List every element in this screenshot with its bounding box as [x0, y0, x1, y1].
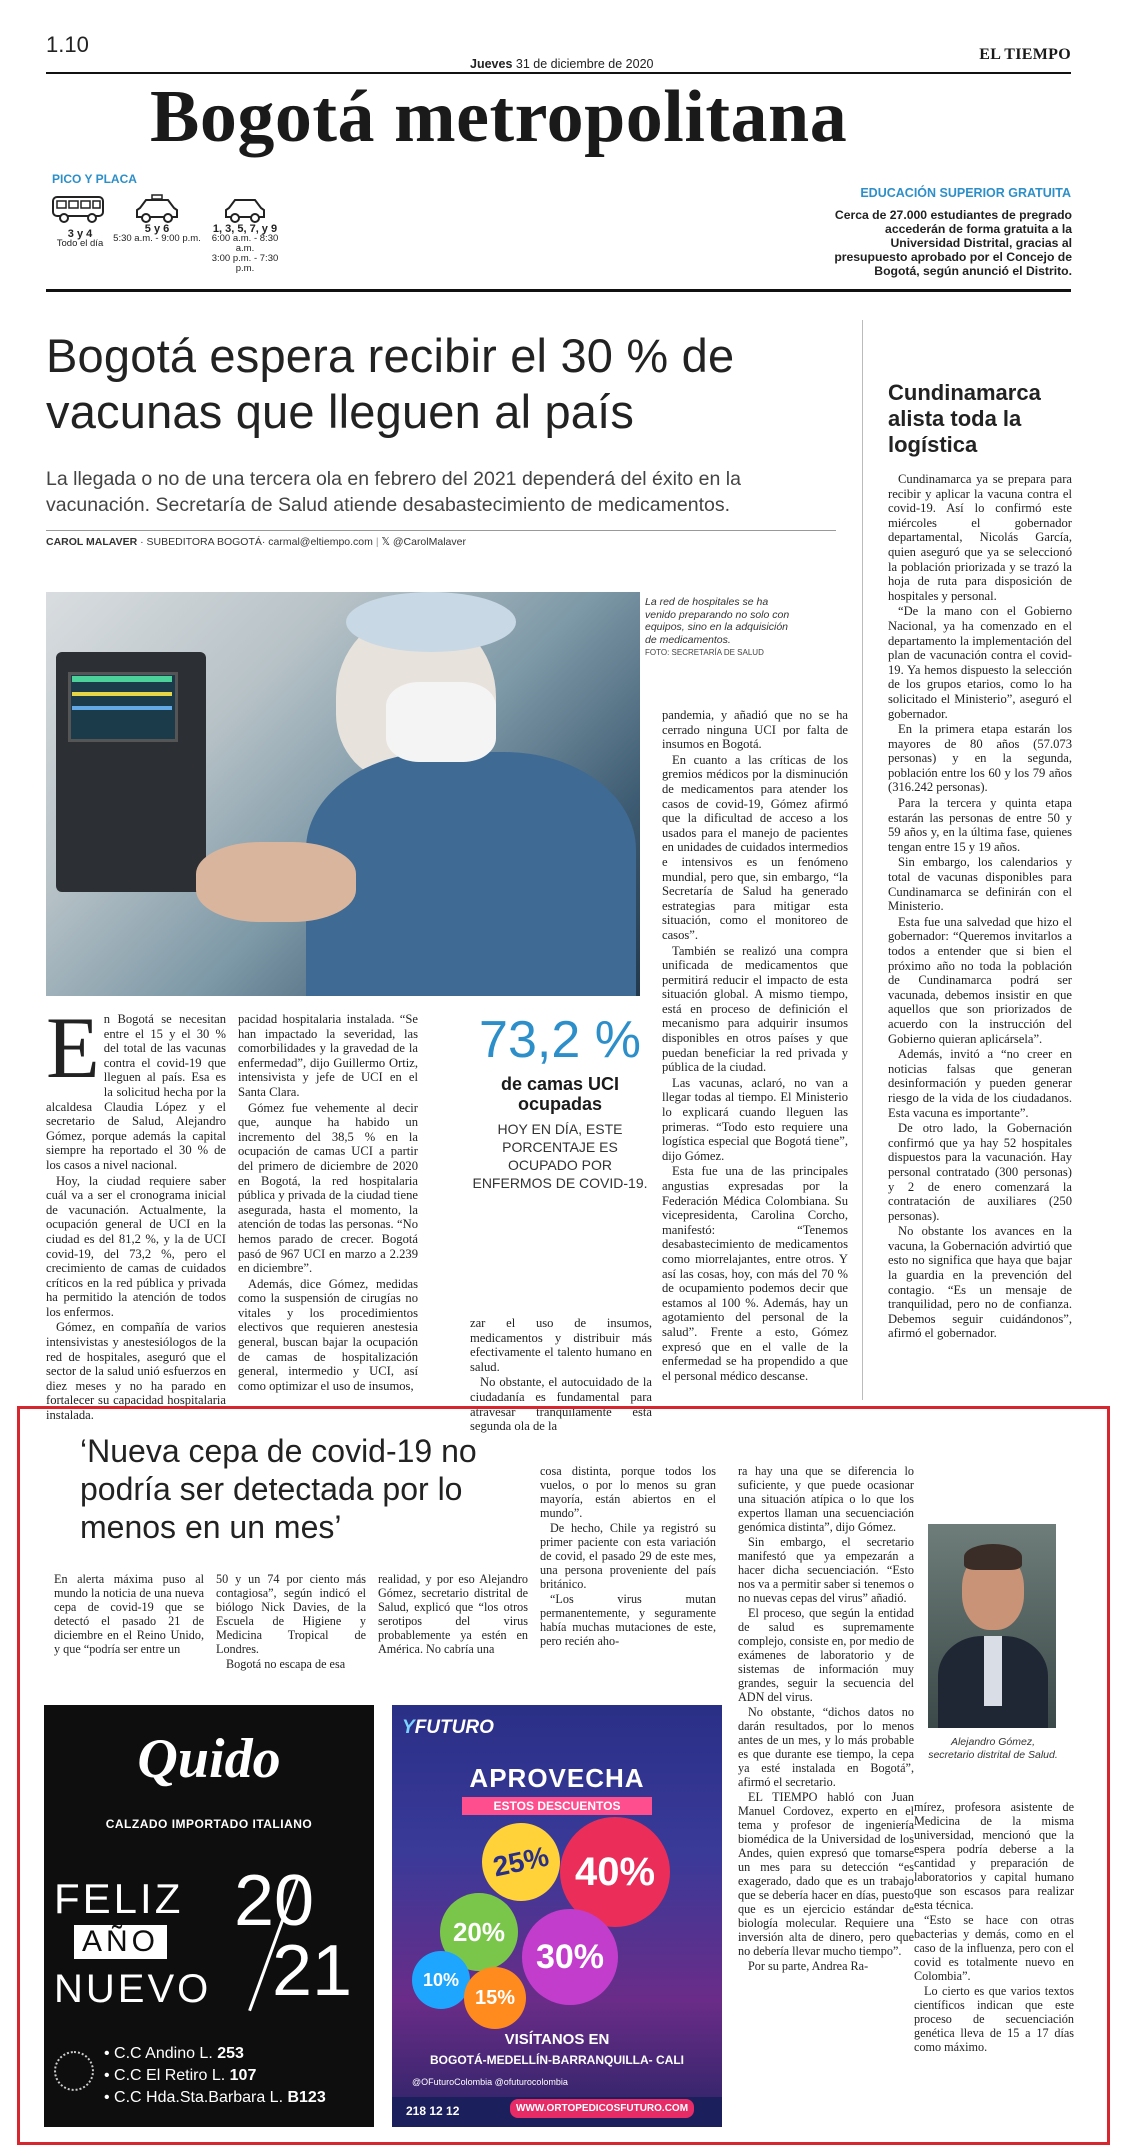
quido-greeting-2: AÑO	[74, 1925, 167, 1959]
quido-year-bottom: 21	[272, 1931, 353, 2011]
futuro-logo: YFUTURO	[402, 1717, 494, 1738]
quido-greeting-1: FELIZ	[54, 1875, 184, 1922]
second-col-5-p6: Por su parte, Andrea Ra-	[748, 1959, 869, 1973]
pico-car-numbers: 1, 3, 5, 7, y 9	[212, 223, 278, 235]
main-col-2-p3: Además, dice Gómez, medidas como la suspensión de cirugías no vitales y los procedimientos electivos que requieren anestesia general, buscan bajar la ocupación de camas de hospitalización general, intermedio y UCI, así como optimizar el uso de insumos,	[238, 1276, 418, 1393]
main-col-4-p2: En cuanto a las críticas de los gremios médicos por la disminución de medicamentos para atender los casos de covid-19, Gómez afirmó que la dificultad de acceso a los usados para el manejo de pacientes en unidades de cuidados intermedios e intensivos es un fenómeno mundial, pero que, sin embargo, “la Secretaría de Salud ha generado estrategias para mitigar esta situación, como el monitoreo de casos”.	[662, 752, 848, 942]
second-col-5-p2: Sin embargo, el secretario manifestó que ya empezarán a hacer dicha secuenciación. “Esto nos va a permitir saber si tenemos o no nuevas cepas del virus” añadió.	[738, 1535, 914, 1605]
byline: CAROL MALAVER · SUBEDITORA BOGOTÁ· carmal@eltiempo.com | 𝕏 @CarolMalaver	[46, 536, 466, 548]
portrait-caption: Alejandro Gómez, secretario distrital de Salud.	[928, 1736, 1058, 1761]
main-col-4-p3: También se realizó una compra unificada de medicamentos que permitirá reducir el impacto de esta situación global. A mismo tiempo, está en proceso de definición el mecanismo para adquirir insumos disponibles en otros países y que puedan beneficiar la red privada y pública de la ciudad.	[662, 943, 848, 1075]
main-col-1-p3: Gómez, en compañía de varios intensivistas y anestesiólogos de la red de hospitales, aseguró que el sector de la salud unió esfuerzos en diez meses y no ha parado en fortalecer su capacidad hospitalaria instalada.	[46, 1320, 226, 1423]
second-col-2	[216, 1572, 366, 1672]
twitter-icon: 𝕏	[381, 536, 390, 548]
quido-logo: Quido	[137, 1728, 281, 1790]
main-col-4-p1: pandemia, y añadió que no se ha cerrado ninguna UCI por falta de insumos en Bogotá.	[662, 708, 848, 752]
main-col-3-p1: zar el uso de insumos, medicamentos y distribuir más efectivamente el talento humano en salud.	[470, 1316, 652, 1374]
stat-value: 73,2 %	[479, 1011, 641, 1069]
futuro-ad[interactable]	[392, 1705, 722, 2127]
education-text: Cerca de 27.000 estudiantes de pregrado accederán de forma gratuita a la Universidad Distrital, gracias al presupuesto aprobado por el Concejo de Bogotá, según anunció el Distrito.	[834, 208, 1072, 278]
second-col-2-p1: 50 y un 74 por ciento más contagiosa”, según indicó el biólogo Nick Davies, de la Escuela de Higiene y Medicina Tropical de Londres.	[216, 1572, 366, 1656]
header-rule-bottom	[46, 289, 1071, 292]
second-col-4	[540, 1464, 716, 1649]
pico-taxi-hours: 5:30 a.m. - 9:00 p.m.	[113, 233, 201, 244]
date-day: Jueves	[470, 57, 513, 71]
second-headline: ‘Nueva cepa de covid-19 no podría ser detectada por lo menos en un mes’	[80, 1433, 477, 1545]
sidebar-divider	[862, 320, 863, 1400]
twitter-handle: @CarolMalaver	[392, 536, 466, 548]
stat-label: de camas UCI ocupadas	[500, 1074, 620, 1114]
stat-text: HOY EN DÍA, ESTE PORCENTAJE ES OCUPADO POR ENFERMOS DE COVID-19.	[472, 1121, 648, 1191]
main-col-1-p2: Hoy, la ciudad requiere saber cuál va a ser el cronograma inicial de vacunación. Actualmente, la ocupación general de UCI en la ciudad es del 81,2 %, y la de UCI covid-19, del 73,2 %, pero el crecimiento de camas de cuidados críticos en la red pública y privada ha permitido la atención de todos los enfermos.	[46, 1173, 226, 1319]
date-line	[470, 57, 654, 71]
section-title: Bogotá metropolitana	[150, 76, 848, 158]
pico-taxi-numbers: 5 y 6	[144, 223, 170, 235]
discount-25: 25%	[475, 1816, 568, 1909]
main-col-2-p1: pacidad hospitalaria instalada. “Se han impactado la severidad, las comorbilidades y la gravedad de la enfermedad”, dijo Guillermo Ortiz, intensivista y jefe de UCI en el Santa Clara.	[238, 1012, 418, 1099]
pico-placa-taxi	[112, 194, 202, 244]
page-number: 1.10	[46, 32, 89, 57]
second-col-5-p1: ra hay una que se diferencia lo suficiente, y que puede ocasionar una situación atípica o lo que los expertos llaman una secuenciación genómica distinta”, dijo Gómez.	[738, 1464, 914, 1534]
bus-icon	[50, 194, 108, 224]
pico-placa-title: PICO Y PLACA	[52, 172, 137, 186]
second-col-6-p3: Lo cierto es que varios textos científicos indican que este proceso de secuenciación genética lleva de 15 a 17 días como máximo.	[914, 1984, 1074, 2054]
sidebar-p8: De otro lado, la Gobernación confirmó que ya hay 52 hospitales dispuestos para la vacunación. Hay personal contratado (300 personas) y 2 de enero comenzará la contratación de auxiliares (250 personas).	[888, 1121, 1072, 1223]
quido-year-top: 20	[234, 1861, 315, 1941]
pico-car-hours2: 3:00 p.m. - 7:30 p.m.	[211, 253, 279, 274]
sidebar-p3: En la primera etapa estarán los mayores de 80 años (57.073 personas) y en la segunda, población entre los 60 y los 79 años (316.242 personas).	[888, 722, 1072, 795]
second-col-3-p1: realidad, y por eso Alejandro Gómez, secretario distrital de Salud, explicó que “los otros serotipos del virus probablemente ya estén en América. No cabría una	[378, 1572, 528, 1656]
discount-10: 10%	[412, 1951, 470, 2009]
futuro-web[interactable]: WWW.ORTOPEDICOSFUTURO.COM	[510, 2099, 694, 2118]
header-rule-top	[46, 72, 1071, 74]
second-col-5-p3: El proceso, que según la entidad de salud es supremamente complejo, consiste en, por medio de exámenes de laboratorio y de sistemas de información muy grandes, seguir la secuencia del ADN del virus.	[738, 1606, 914, 1704]
second-col-1-p1: En alerta máxima puso al mundo la noticia de una nueva cepa de covid-19 que se detectó el pasado 21 de diciembre en el Reino Unido, y que “podría ser entre un	[54, 1572, 204, 1656]
discount-15: 15%	[464, 1967, 526, 2029]
sidebar-p1: Cundinamarca ya se prepara para recibir y aplicar la vacuna contra el covid-19. Así lo confirmó este miércoles el gobernador departamental, Nicolás García, quien aseguró que ya se seleccionó la población priorizada y se trazó la hoja de ruta para disposición de hospitales y personal.	[888, 472, 1072, 603]
second-col-4-p3: “Los virus mutan permanentemente, y seguramente había muchas mutaciones de este, pero recién aho-	[540, 1592, 716, 1648]
second-col-2-p2: Bogotá no escapa de esa	[226, 1657, 346, 1671]
second-col-1	[54, 1572, 204, 1657]
futuro-phone[interactable]: 218 12 12	[406, 2104, 460, 2118]
byline-role: · SUBEDITORA BOGOTÁ· carmal@eltiempo.com	[140, 536, 373, 548]
pico-placa-bus	[50, 194, 110, 249]
car-icon	[224, 194, 266, 224]
main-col-4-p5: Esta fue una de las principales angustias expresadas por la Federación Médica Colombiana. Su vicepresidenta, Carolina Corcho, manifestó: “Tenemos desabastecimiento de medicamentos como miorrelajantes, entre otros. Y así las cosas, hoy, con más del 70 % de ocupamiento podemos decir que estamos al 100 %. Además, hay un agotamiento del personal de la salud”. Frente a esto, Gómez expresó que en el valle de la enfermedad se ha propendido a que el personal médico descanse.	[662, 1164, 848, 1383]
quido-greeting-3: NUEVO	[54, 1967, 212, 2011]
photo-caption: La red de hospitales se ha venido preparando no solo con equipos, sino en la adquisición de medicamentos.	[645, 596, 790, 646]
main-col-2-p2: Gómez fue vehemente al decir que, aunque ha habido un incremento del 38,5 % en la ocupación de camas UCI a partir del primero de diciembre de 2020 en Bogotá, la red hospitalaria pública y privada de la ciudad tiene asegurada, hasta el momento, la atención de todas las personas. “No hemos parado de crecer. Bogotá pasó de 967 UCI en marzo a 2.239 en diciembre”.	[238, 1100, 418, 1276]
firework-icon	[54, 2051, 94, 2091]
discount-30: 30%	[522, 1909, 618, 2005]
sidebar-p5: Sin embargo, los calendarios y total de vacunas disponibles para Cundinamarca se definirán con el Ministerio.	[888, 855, 1072, 914]
sidebar-p6: Esta fue una salvedad que hizo el gobernador: “Queremos invitarlos a todos a entender que si bien el próximo año no toda la población de Cundinamarca podrá ser vacunada, debemos insistir en que aquellos que son priorizados de acuerdo con la instrucción del Gobierno quieran aplicársela”.	[888, 914, 1072, 1046]
second-col-5-p5: EL TIEMPO habló con Juan Manuel Cordovez, experto en el tema y profesor de ingeniería biomédica de la Universidad de los Andes, quien expresó que tomarse un mes para su detección “es exagerado, dado que es un trabajo que se debería hacer en días, puesto que es un ejercicio estándar de biología molecular. Requiere una inversión alta de dinero, pero que no debería llevar mucho tiempo”.	[738, 1790, 914, 1958]
main-col-2	[238, 1012, 418, 1394]
photo-credit: FOTO: SECRETARÍA DE SALUD	[645, 648, 764, 657]
second-col-4-p1: cosa distinta, porque todos los vuelos, o por lo menos su gran mayoría, están abiertos en el mundo”.	[540, 1464, 716, 1520]
main-col-3-p2: No obstante, el autocuidado de la ciudadanía es fundamental para atravesar tranquilamente esta segunda ola de la	[470, 1375, 652, 1434]
second-col-6-p2: “Esto se hace con otras bacterias y demás, como en el caso de la influenza, pero con el covid es totalmente nuevo en Colombia”.	[914, 1913, 1074, 1983]
futuro-subhead: ESTOS DESCUENTOS	[462, 1797, 652, 1815]
futuro-headline: APROVECHA	[469, 1763, 645, 1793]
futuro-cities: BOGOTÁ-MEDELLÍN-BARRANQUILLA- CALI	[430, 2053, 684, 2067]
quido-tagline: CALZADO IMPORTADO ITALIANO	[105, 1817, 313, 1831]
second-col-5	[738, 1464, 914, 1974]
sidebar-p9: No obstante los avances en la vacuna, la Gobernación advirtió que esto no significa que haya que bajar la guardia en la prevención del contagio. “Es un mensaje de tranquilidad, pero no de confianza. Debemos seguir cuidándonos”, afirmó el gobernador.	[888, 1224, 1072, 1341]
byline-author: CAROL MALAVER	[46, 536, 138, 548]
quido-store-2: • C.C El Retiro L. 107	[104, 2067, 257, 2084]
discount-40: 40%	[560, 1817, 670, 1927]
main-col-4-p4: Las vacunas, aclaró, no van a llegar todas al tiempo. El Ministerio lo explicará cuando lleguen las primeras. “Todo esto requiere una logística especial que Bogotá tiene”, dijo Gómez.	[662, 1075, 848, 1163]
pico-bus-numbers: 3 y 4	[67, 228, 93, 240]
second-col-5-p4: No obstante, “dichos datos no darán resultados, por lo menos antes de un mes, y lo más probable es que durante ese tiempo, la cepa ya esté instalada en Bogotá”, afirmó el secretario.	[738, 1705, 914, 1789]
main-headline: Bogotá espera recibir el 30 % de vacunas que lleguen al país	[46, 329, 735, 438]
main-deck: La llegada o no de una tercera ola en febrero del 2021 dependerá del éxito en la vacunación. Secretaría de Salud atiende desabastecimiento de medicamentos.	[46, 468, 741, 516]
quido-store-1: • C.C Andino L. 253	[104, 2045, 244, 2062]
sidebar-headline: Cundinamarca alista toda la logística	[888, 380, 1041, 457]
discount-20: 20%	[440, 1893, 518, 1971]
date-rest: 31 de diciembre de 2020	[515, 57, 654, 71]
second-col-6-p1: mírez, profesora asistente de Medicina de la misma universidad, mencionó que la espera podría deberse a la cantidad y preparación de laboratorios y capital humano que son escasos para realizar esta técnica.	[914, 1800, 1074, 1912]
quido-stores	[104, 2043, 326, 2109]
masthead: EL TIEMPO	[979, 46, 1071, 63]
education-title: EDUCACIÓN SUPERIOR GRATUITA	[860, 186, 1071, 200]
sidebar-p7: Además, invitó a “no creer en noticias falsas que generan desinformación y pueden generar riesgo de la vida de los ciudadanos. Esta vacuna es importante”.	[888, 1047, 1072, 1120]
second-col-6	[914, 1800, 1074, 2055]
main-col-1	[46, 1000, 226, 1424]
pico-placa-car	[202, 194, 288, 274]
dropcap: E	[46, 1000, 100, 1097]
portrait-photo	[928, 1524, 1056, 1728]
hospital-photo	[46, 592, 640, 996]
main-col-1-p1: n Bogotá se necesitan entre el 15 y el 30 % del total de las vacunas contra el covid-19 que lleguen al país. Esa es la solicitud hecha por la alcaldesa Claudia López y el secretario de Salud, Alejandro Gómez, porque además la capital siempre ha reportado el 30 % de los casos a nivel nacional.	[46, 1012, 226, 1172]
futuro-visit: VISÍTANOS EN	[504, 2031, 610, 2048]
taxi-icon	[134, 194, 180, 224]
pico-car-hours: 6:00 a.m. - 8:30 a.m.	[211, 233, 279, 254]
sidebar-body	[888, 472, 1072, 1342]
quido-ad[interactable]	[44, 1705, 374, 2127]
pico-bus-hours: Todo el día	[56, 238, 104, 249]
second-col-4-p2: De hecho, Chile ya registró su primer paciente con esta variación de covid, el pasado 29 de este mes, una persona proveniente del país británico.	[540, 1521, 716, 1591]
futuro-social[interactable]: @OFuturoColombia @ofuturocolombia	[412, 2077, 568, 2087]
sidebar-p2: “De la mano con el Gobierno Nacional, ya ha comenzado en el departamento la implementación del plan de vacunación contra el covid-19. Ya hemos dispuesto la selección de los grupos etarios, como lo ha solicitado el Ministerio”, aseguró el gobernador.	[888, 604, 1072, 721]
stat-box	[470, 1010, 650, 1192]
sidebar-p4: Para la tercera y quinta etapa estarán las personas de entre 50 y 59 años y, en la última fase, quienes tengan entre 15 y 19 años.	[888, 796, 1072, 854]
quido-store-3: • C.C Hda.Sta.Barbara L. B123	[104, 2089, 326, 2106]
byline-rule	[46, 530, 836, 531]
main-col-4	[662, 708, 848, 1384]
second-col-3	[378, 1572, 528, 1657]
